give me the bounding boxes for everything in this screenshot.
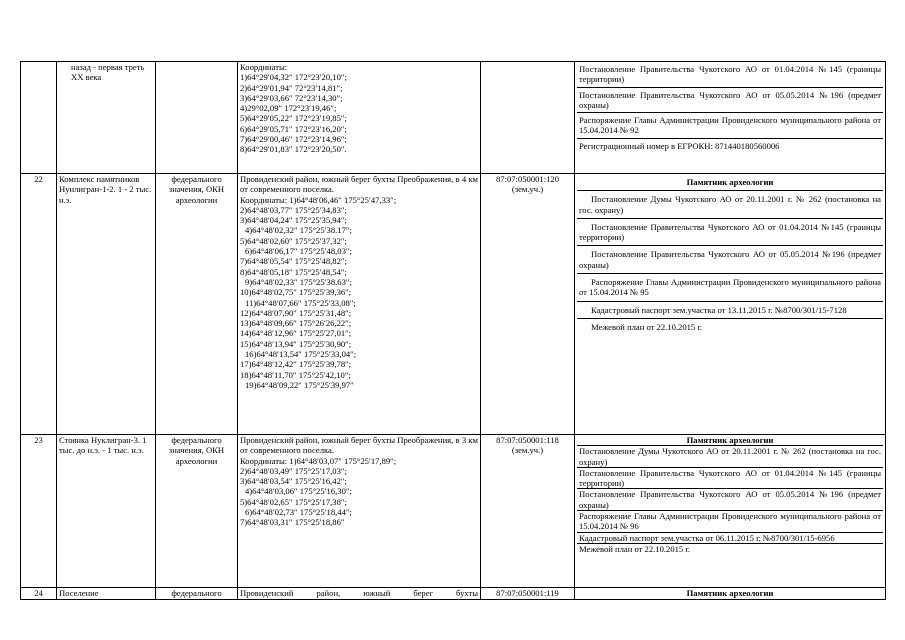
object-category: федерального значения, ОКН археологии — [156, 435, 238, 588]
object-name: Комплекс памятников Нунлигран-1-2. 1 - 2 тыс. н.э. — [57, 174, 156, 435]
document-entry: Постановление Думы Чукотского АО от 20.11.2001 г. № 262 (постановка на гос. охрану) — [579, 446, 881, 467]
coord-line: 6)64°48′02,73″ 175°25′18,44″; — [245, 507, 352, 518]
documents-cell — [575, 62, 886, 174]
coord-line: 2)64°48′03,49″ 175°25′17,03″; — [240, 465, 347, 476]
object-category: федерального — [156, 588, 238, 600]
document-entry: Постановление Правительства Чукотского АО от 01.04.2014 №145 (границы территории) — [579, 467, 881, 489]
coord-line: 4)64°48′03,06″ 175°25′16,30″; — [245, 486, 352, 497]
documents-list — [577, 435, 883, 554]
coord-line: 4)29°02,09″ 172°23′19,46″; — [240, 103, 337, 114]
cadastral-cell — [481, 588, 575, 600]
cadastral-note: (зем.уч.) — [511, 184, 544, 195]
row-number — [21, 62, 57, 174]
documents-list — [577, 588, 883, 598]
object-name: Стоянка Нуклигран-3. 1 тыс. до н.э. - 1 тыс. н.э. — [57, 435, 156, 588]
coord-line: 16)64°48′13,54″ 175°25′33,04″; — [245, 349, 357, 360]
coords-label: Координаты: 1)64°48′03,07″ 175°25′17,89″; — [240, 455, 397, 466]
table-row-23 — [21, 435, 886, 588]
document-entry: Кадастровый паспорт зем.участка от 06.11.2015 г. №8700/301/15-6956 — [577, 532, 883, 543]
location-cell — [238, 435, 481, 588]
coords-label: Координаты: 1)64°48′06,46″ 175°25′47,33″; — [240, 194, 397, 205]
coord-line: 7)64°48′03,31″ 175°25′18,86″ — [240, 517, 345, 528]
document-entry: Кадастровый паспорт зем.участка от 13.11.2015 г. №8700/301/15-7128 — [577, 301, 883, 318]
coord-line: 5)64°48′02,60″ 175°25′37,32″; — [240, 235, 347, 246]
table-row-22 — [21, 174, 886, 435]
coord-line: 1)64°29′04,32″ 172°23′20,10″; — [240, 72, 347, 83]
documents-cell — [575, 435, 886, 588]
coord-line: 7)64°29′00,46″ 172°23′14,96″; — [240, 134, 347, 145]
document-entry: Постановление Правительства Чукотского АО от 05.05.2014 №196 (предмет охраны) — [577, 87, 883, 113]
location-cell — [238, 62, 481, 174]
object-category — [156, 62, 238, 174]
coord-line: 4)64°48′02,32″ 175°25′38.17″; — [245, 225, 352, 236]
document-entry: Межевой план от 22.10.2015 г. — [579, 543, 691, 554]
coord-line: 19)64°48′09,22″ 175°25′39,97″ — [245, 379, 354, 390]
cadastral-number: 87:07:050001:119 — [496, 588, 559, 598]
heritage-register-table — [20, 61, 886, 600]
cadastral-cell — [481, 62, 575, 174]
cadastral-number: 87:07:050001:120 — [495, 174, 560, 184]
coords-label: Координаты: — [240, 62, 288, 72]
cadastral-cell — [481, 435, 575, 588]
register-page — [20, 61, 885, 600]
documents-heading: Памятник археологии — [577, 174, 883, 191]
documents-cell — [575, 174, 886, 435]
row-number: 24 — [21, 588, 57, 600]
document-entry: Распоряжение Главы Администрации Провиденского муниципального района от 15.04.2014 № 95 — [577, 274, 883, 302]
coord-line: 7)64°48′05,54″ 175°25′48,82″; — [240, 256, 347, 267]
documents-list — [577, 174, 883, 335]
documents-list — [577, 62, 883, 153]
location-text: Провиденский район, южный берег бухты Преображения, в 3 км от современного поселка. — [240, 435, 478, 456]
document-entry: Постановление Правительства Чукотского АО от 01.04.2014 №145 (границы территории) — [577, 218, 883, 246]
coord-line: 2)64°48′03,77″ 175°25′34,83″; — [240, 204, 347, 215]
coord-line: 17)64°48′12,42″ 175°25′39,78″; — [240, 359, 352, 370]
object-name: назад - первая треть XX века — [57, 62, 156, 174]
coord-line: 8)64°29′01,83″ 172°23′20,50″. — [240, 144, 347, 155]
coord-line: 9)64°48′02,33″ 175°25′38.63″; — [245, 276, 352, 287]
location-cell — [238, 174, 481, 435]
coord-line: 2)64°29′01,94″ 72°23′14,81″; — [240, 82, 343, 93]
coord-line: 5)64°48′02,65″ 175°25′17,38″; — [240, 496, 347, 507]
coord-line: 15)64°48′13,94″ 175°25′30,90″; — [240, 338, 352, 349]
row-number: 22 — [21, 174, 57, 435]
document-entry: Распоряжение Главы Администрации Провиденского муниципального района от 15.04.2014 № 96 — [579, 511, 881, 532]
object-category: федерального значения, ОКН археологии — [156, 174, 238, 435]
coord-line: 12)64°48′07,90″ 175°25′31,48″; — [240, 307, 352, 318]
coord-line: 6)64°48′06,17″ 175°25′48,03″; — [245, 246, 352, 257]
coord-line: 5)64°29′05,22″ 172°23′19,85″; — [240, 113, 347, 124]
document-entry: Постановление Думы Чукотского АО от 20.11.2001 г. № 262 (постановка на гос. охрану) — [577, 191, 883, 219]
cadastral-cell — [481, 174, 575, 435]
coord-line: 3)64°48′03,54″ 175°25′16,42″; — [240, 476, 347, 487]
coord-line: 6)64°29′05,71″ 172°23′16,20″; — [240, 123, 347, 134]
cadastral-note: (зем.уч.) — [511, 445, 544, 456]
coord-line: 3)64°29′03,66″ 72°23′14,30″; — [240, 92, 343, 103]
table-row-continuation — [21, 62, 886, 174]
documents-heading: Памятник археологии — [577, 435, 883, 446]
row-number: 23 — [21, 435, 57, 588]
document-entry: Постановление Правительства Чукотского АО от 05.05.2014 №196 (предмет охраны) — [579, 489, 881, 510]
location-text: Провиденский район, южный берег бухты — [240, 588, 478, 598]
table-row-24 — [21, 588, 886, 600]
location-text: Провиденский район, южный берег бухты Преображения, в 4 км от современного поселка. — [240, 174, 478, 195]
location-cell — [238, 588, 481, 600]
coord-line: 3)64°48′04,24″ 175°25′35,94″; — [240, 215, 347, 226]
coord-line: 18)64°48′11,70″ 175°25′42,10″; — [240, 369, 351, 380]
coord-line: 11)64°48′07,66″ 175°25′33,08″; — [245, 297, 356, 308]
coord-line: 8)64°48′05,18″ 175°25′48,54″; — [240, 266, 347, 277]
document-entry: Межевой план от 22.10.2015 г. — [591, 321, 703, 332]
object-name: Поселение — [57, 588, 156, 600]
coord-line: 14)64°48′12,96″ 175°25′27,01″; — [240, 328, 352, 339]
document-entry: Постановление Правительства Чукотского АО от 05.05.2014 №196 (предмет охраны) — [577, 246, 883, 274]
document-entry: Регистрационный номер в ЕГРОКН: 871440180560006 — [579, 140, 780, 151]
documents-heading: Памятник археологии — [686, 588, 774, 598]
documents-cell — [575, 588, 886, 600]
coord-line: 10)64°48′02,75″ 175°25′39,36″; — [240, 287, 352, 298]
document-entry: Постановление Правительства Чукотского АО от 01.04.2014 №145 (границы территории) — [577, 62, 883, 87]
cadastral-number: 87:07:050001:118 — [496, 435, 559, 445]
document-entry: Распоряжение Главы Администрации Провиденского муниципального района от 15.04.2014 № 92 — [577, 113, 883, 139]
coord-line: 13)64°48′09,66″ 175°26′26,22″; — [240, 318, 352, 329]
